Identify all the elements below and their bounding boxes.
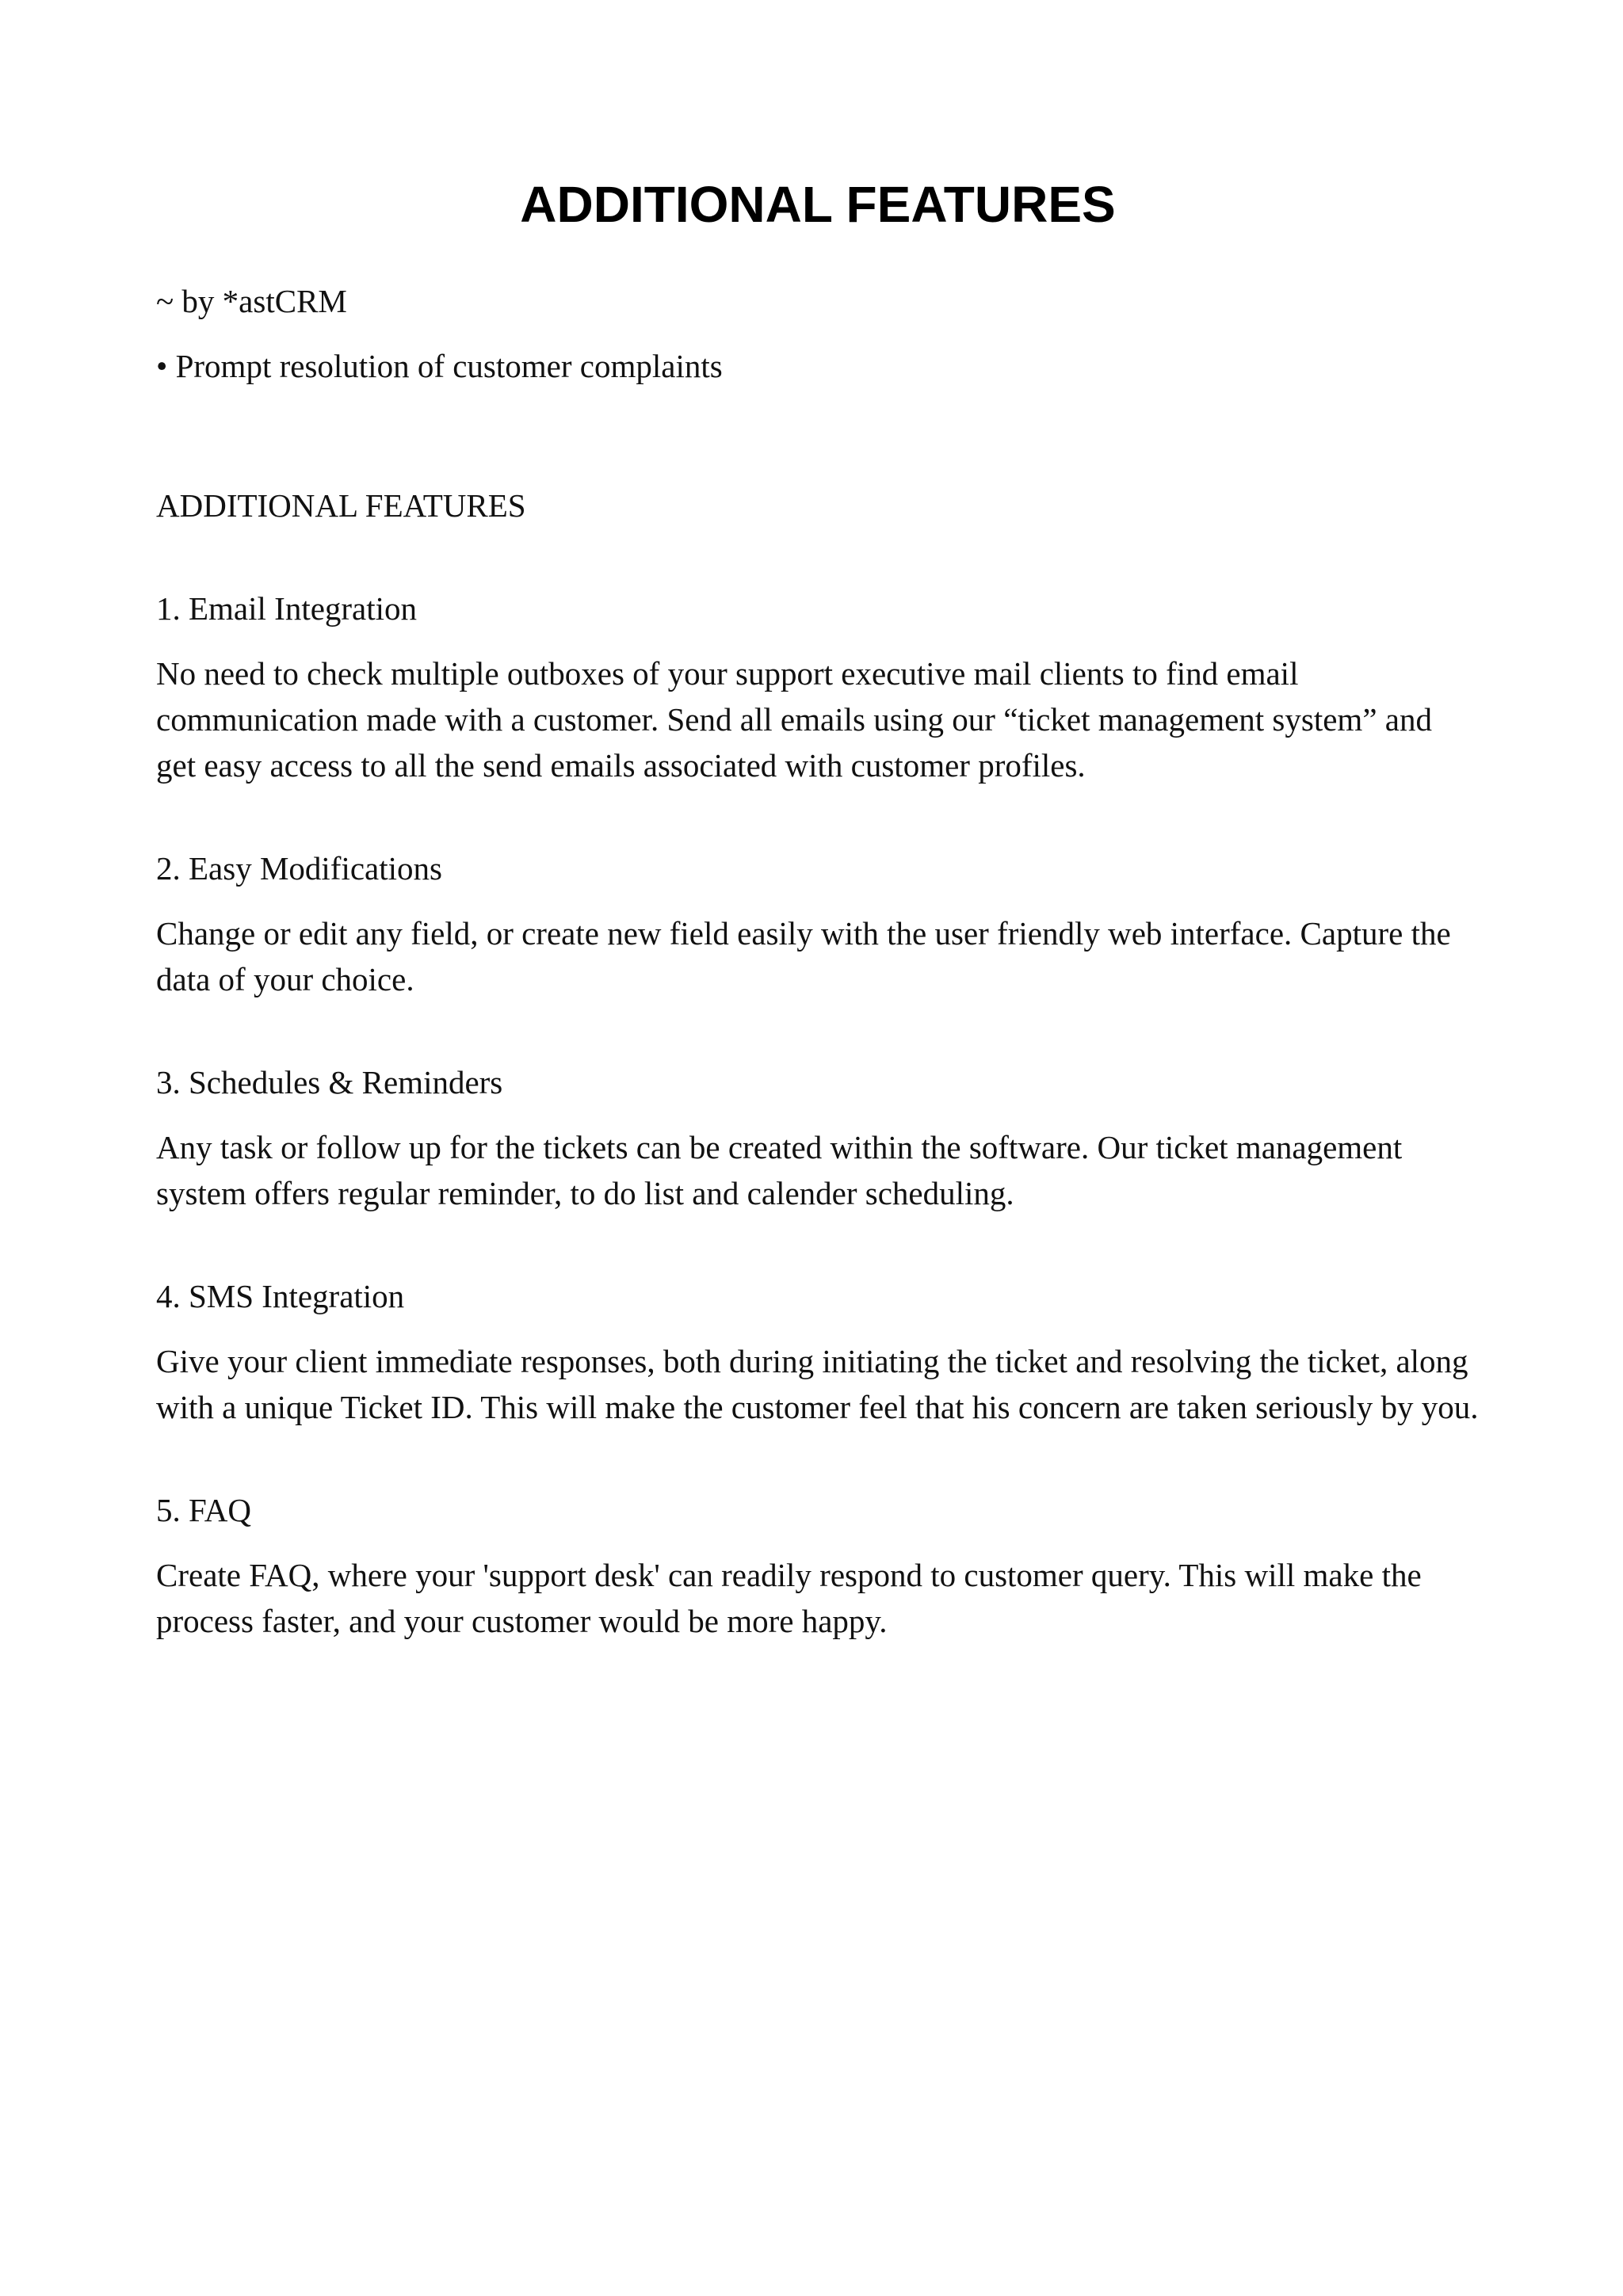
feature-faq [156, 1487, 1480, 1644]
feature-title: 2. Easy Modifications [156, 849, 442, 887]
feature-description: Create FAQ, where your 'support desk' can readily respond to customer query. This will make the process faster, and your customer would be more happy. [156, 1556, 1422, 1639]
feature-title: 3. Schedules & Reminders [156, 1063, 503, 1100]
section-heading: ADDITIONAL FEATURES [156, 486, 526, 524]
feature-description: No need to check multiple outboxes of your support executive mail clients to find email communication made with a customer. Send all emails using our “ticket management system” and get easy access to all the send emails associated with customer profiles. [156, 654, 1432, 784]
feature-email-integration [156, 585, 1480, 788]
bullet-point: • Prompt resolution of customer complaints [156, 347, 723, 384]
byline: ~ by *astCRM [156, 282, 347, 319]
feature-easy-modifications [156, 845, 1480, 1002]
feature-description: Any task or follow up for the tickets can be created within the software. Our ticket management system offers regular reminder, to do list and calender scheduling. [156, 1128, 1403, 1211]
page-title: ADDITIONAL FEATURES [520, 176, 1116, 233]
feature-sms-integration [156, 1273, 1480, 1430]
feature-title: 5. FAQ [156, 1491, 251, 1528]
feature-title: 1. Email Integration [156, 589, 418, 627]
feature-description: Change or edit any field, or create new field easily with the user friendly web interface. Capture the data of your choice. [156, 914, 1451, 997]
feature-description: Give your client immediate responses, both during initiating the ticket and resolving the ticket, along with a unique Ticket ID. This will make the customer feel that his concern are taken seriously by you. [156, 1342, 1479, 1425]
document-content [156, 174, 1480, 1644]
feature-schedules-reminders [156, 1059, 1480, 1216]
feature-title: 4. SMS Integration [156, 1277, 405, 1314]
